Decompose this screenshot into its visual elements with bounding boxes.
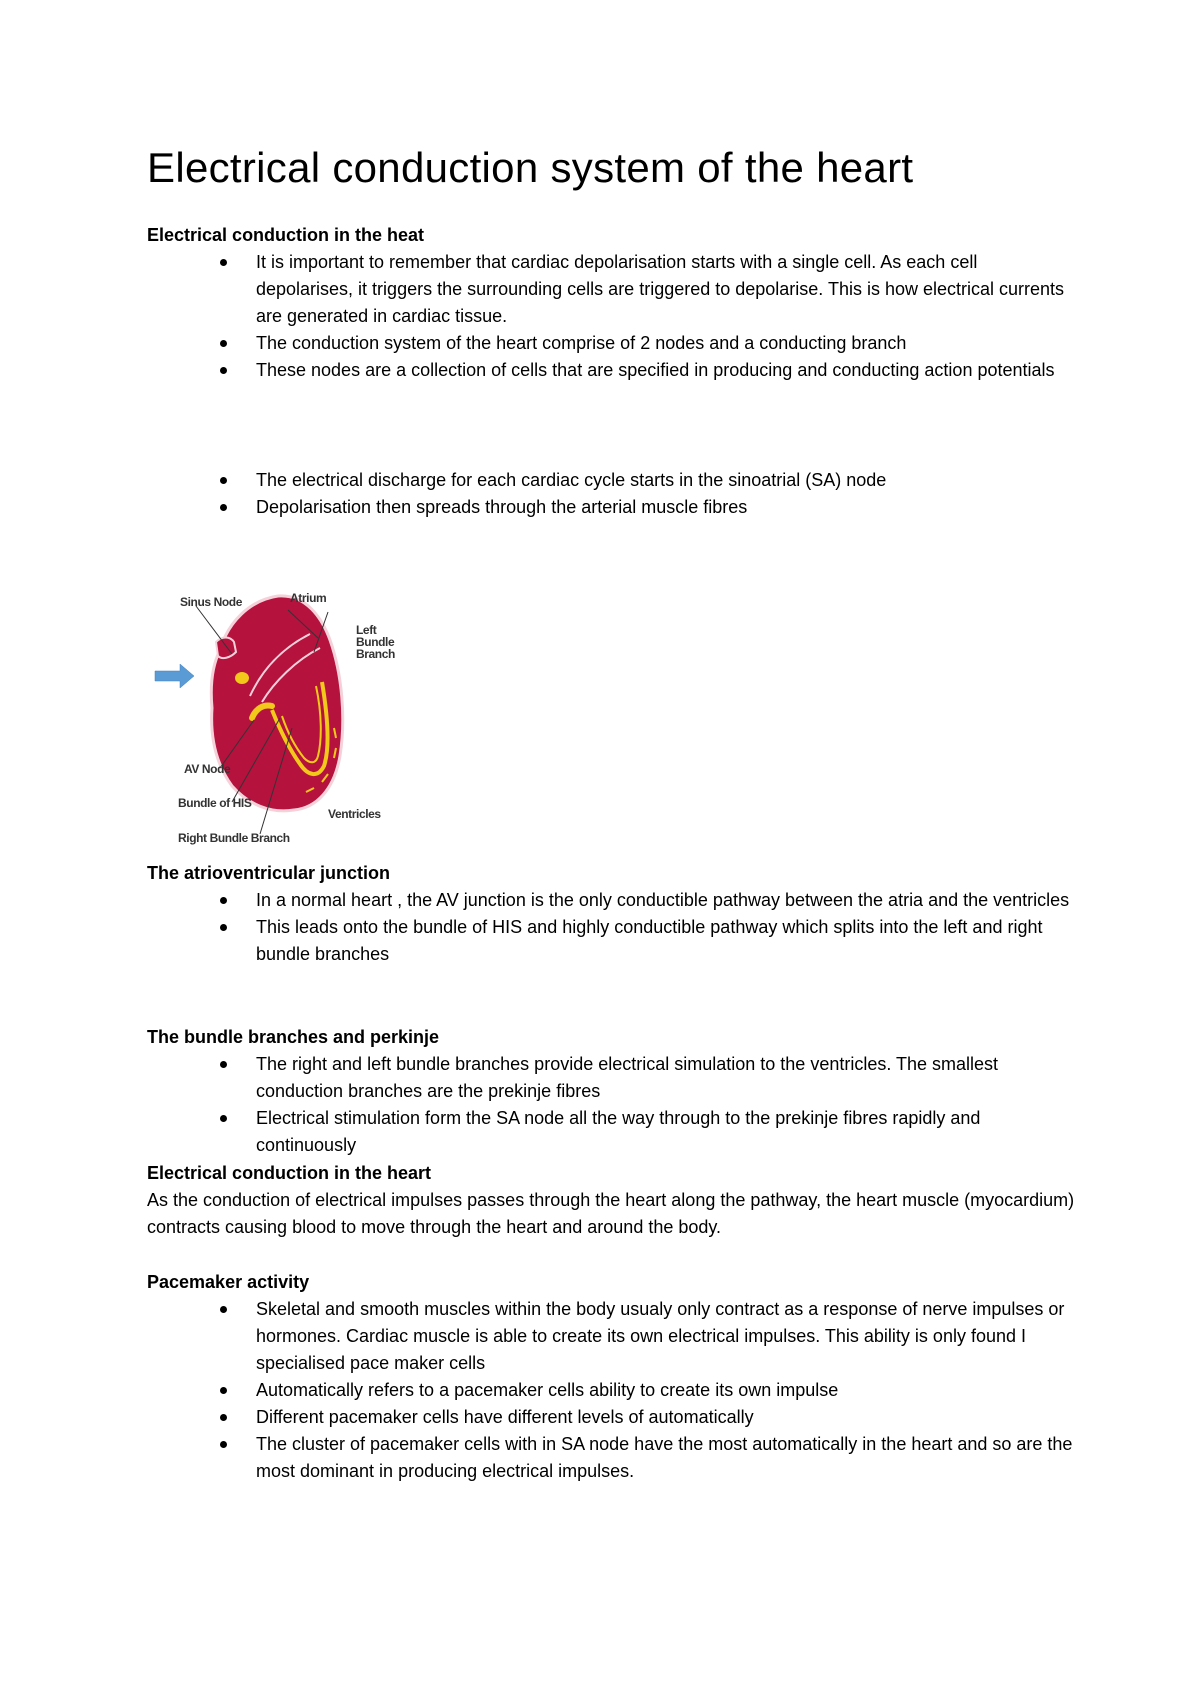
bullet-list-conduction-heat xyxy=(147,249,1077,384)
label-left-bundle-1: Left xyxy=(356,623,377,637)
blue-arrow-icon xyxy=(155,664,194,688)
bullet-list-pacemaker xyxy=(147,1296,1077,1485)
list-item: The cluster of pacemaker cells with in SA node have the most automatically in the heart and so are the most dominant in producing electrical impulses. xyxy=(147,1431,1077,1485)
section-heading-conduction-heat: Electrical conduction in the heat xyxy=(147,225,425,245)
section-heading-bundle-branches: The bundle branches and perkinje xyxy=(147,1027,440,1047)
label-right-bundle-branch: Right Bundle Branch xyxy=(178,831,290,845)
list-item: The right and left bundle branches provide electrical simulation to the ventricles. The smallest conduction branches are the prekinje fibres xyxy=(147,1051,1077,1105)
atrial-appendage xyxy=(216,638,236,659)
label-left-bundle-3: Branch xyxy=(356,647,395,661)
list-item: Skeletal and smooth muscles within the body usualy only contract as a response of nerve impulses or hormones. Cardiac muscle is able to create its own electrical impulses. This ability is only found I specialised pace maker cells xyxy=(147,1296,1077,1377)
list-item: These nodes are a collection of cells that are specified in producing and conducting action potentials xyxy=(147,357,1077,384)
list-item: Automatically refers to a pacemaker cells ability to create its own impulse xyxy=(147,1377,1077,1404)
list-item: The electrical discharge for each cardiac cycle starts in the sinoatrial (SA) node xyxy=(147,467,1077,494)
label-atrium: Atrium xyxy=(290,591,327,605)
label-av-node: AV Node xyxy=(184,762,231,776)
list-item: In a normal heart , the AV junction is the only conductible pathway between the atria and the ventricles xyxy=(147,887,1077,914)
label-sinus-node: Sinus Node xyxy=(180,595,243,609)
list-item: Depolarisation then spreads through the arterial muscle fibres xyxy=(147,494,1077,521)
document-title: Electrical conduction system of the heart xyxy=(147,144,914,191)
section-heading-conduction-heart: Electrical conduction in the heart xyxy=(147,1163,432,1183)
label-bundle-of-his: Bundle of HIS xyxy=(178,796,252,810)
label-left-bundle-2: Bundle xyxy=(356,635,395,649)
bullet-list-av-junction xyxy=(147,887,1077,968)
bullet-list-conduction-heat-cont xyxy=(147,467,1077,521)
list-item: It is important to remember that cardiac depolarisation starts with a single cell. As each cell depolarises, it triggers the surrounding cells are triggered to depolarise. This is how electrical currents are generated in cardiac tissue. xyxy=(147,249,1077,330)
section-heading-pacemaker: Pacemaker activity xyxy=(147,1272,310,1292)
list-item: Different pacemaker cells have different levels of automatically xyxy=(147,1404,1077,1431)
list-item: Electrical stimulation form the SA node all the way through to the prekinje fibres rapidly and continuously xyxy=(147,1105,1077,1159)
list-item: This leads onto the bundle of HIS and highly conductible pathway which splits into the left and right bundle branches xyxy=(147,914,1077,968)
section-heading-av-junction: The atrioventricular junction xyxy=(147,863,391,883)
heart-conduction-diagram xyxy=(150,578,420,850)
heart-diagram-svg xyxy=(150,578,420,850)
paragraph-conduction-heart: As the conduction of electrical impulses passes through the heart along the pathway, the heart muscle (myocardium) contracts causing blood to move through the heart and around the body. xyxy=(147,1190,1075,1237)
label-ventricles: Ventricles xyxy=(328,807,381,821)
leader-line xyxy=(196,606,232,654)
sinus-node-mark xyxy=(235,672,249,684)
bullet-list-bundle-branches xyxy=(147,1051,1077,1159)
list-item: The conduction system of the heart comprise of 2 nodes and a conducting branch xyxy=(147,330,1077,357)
